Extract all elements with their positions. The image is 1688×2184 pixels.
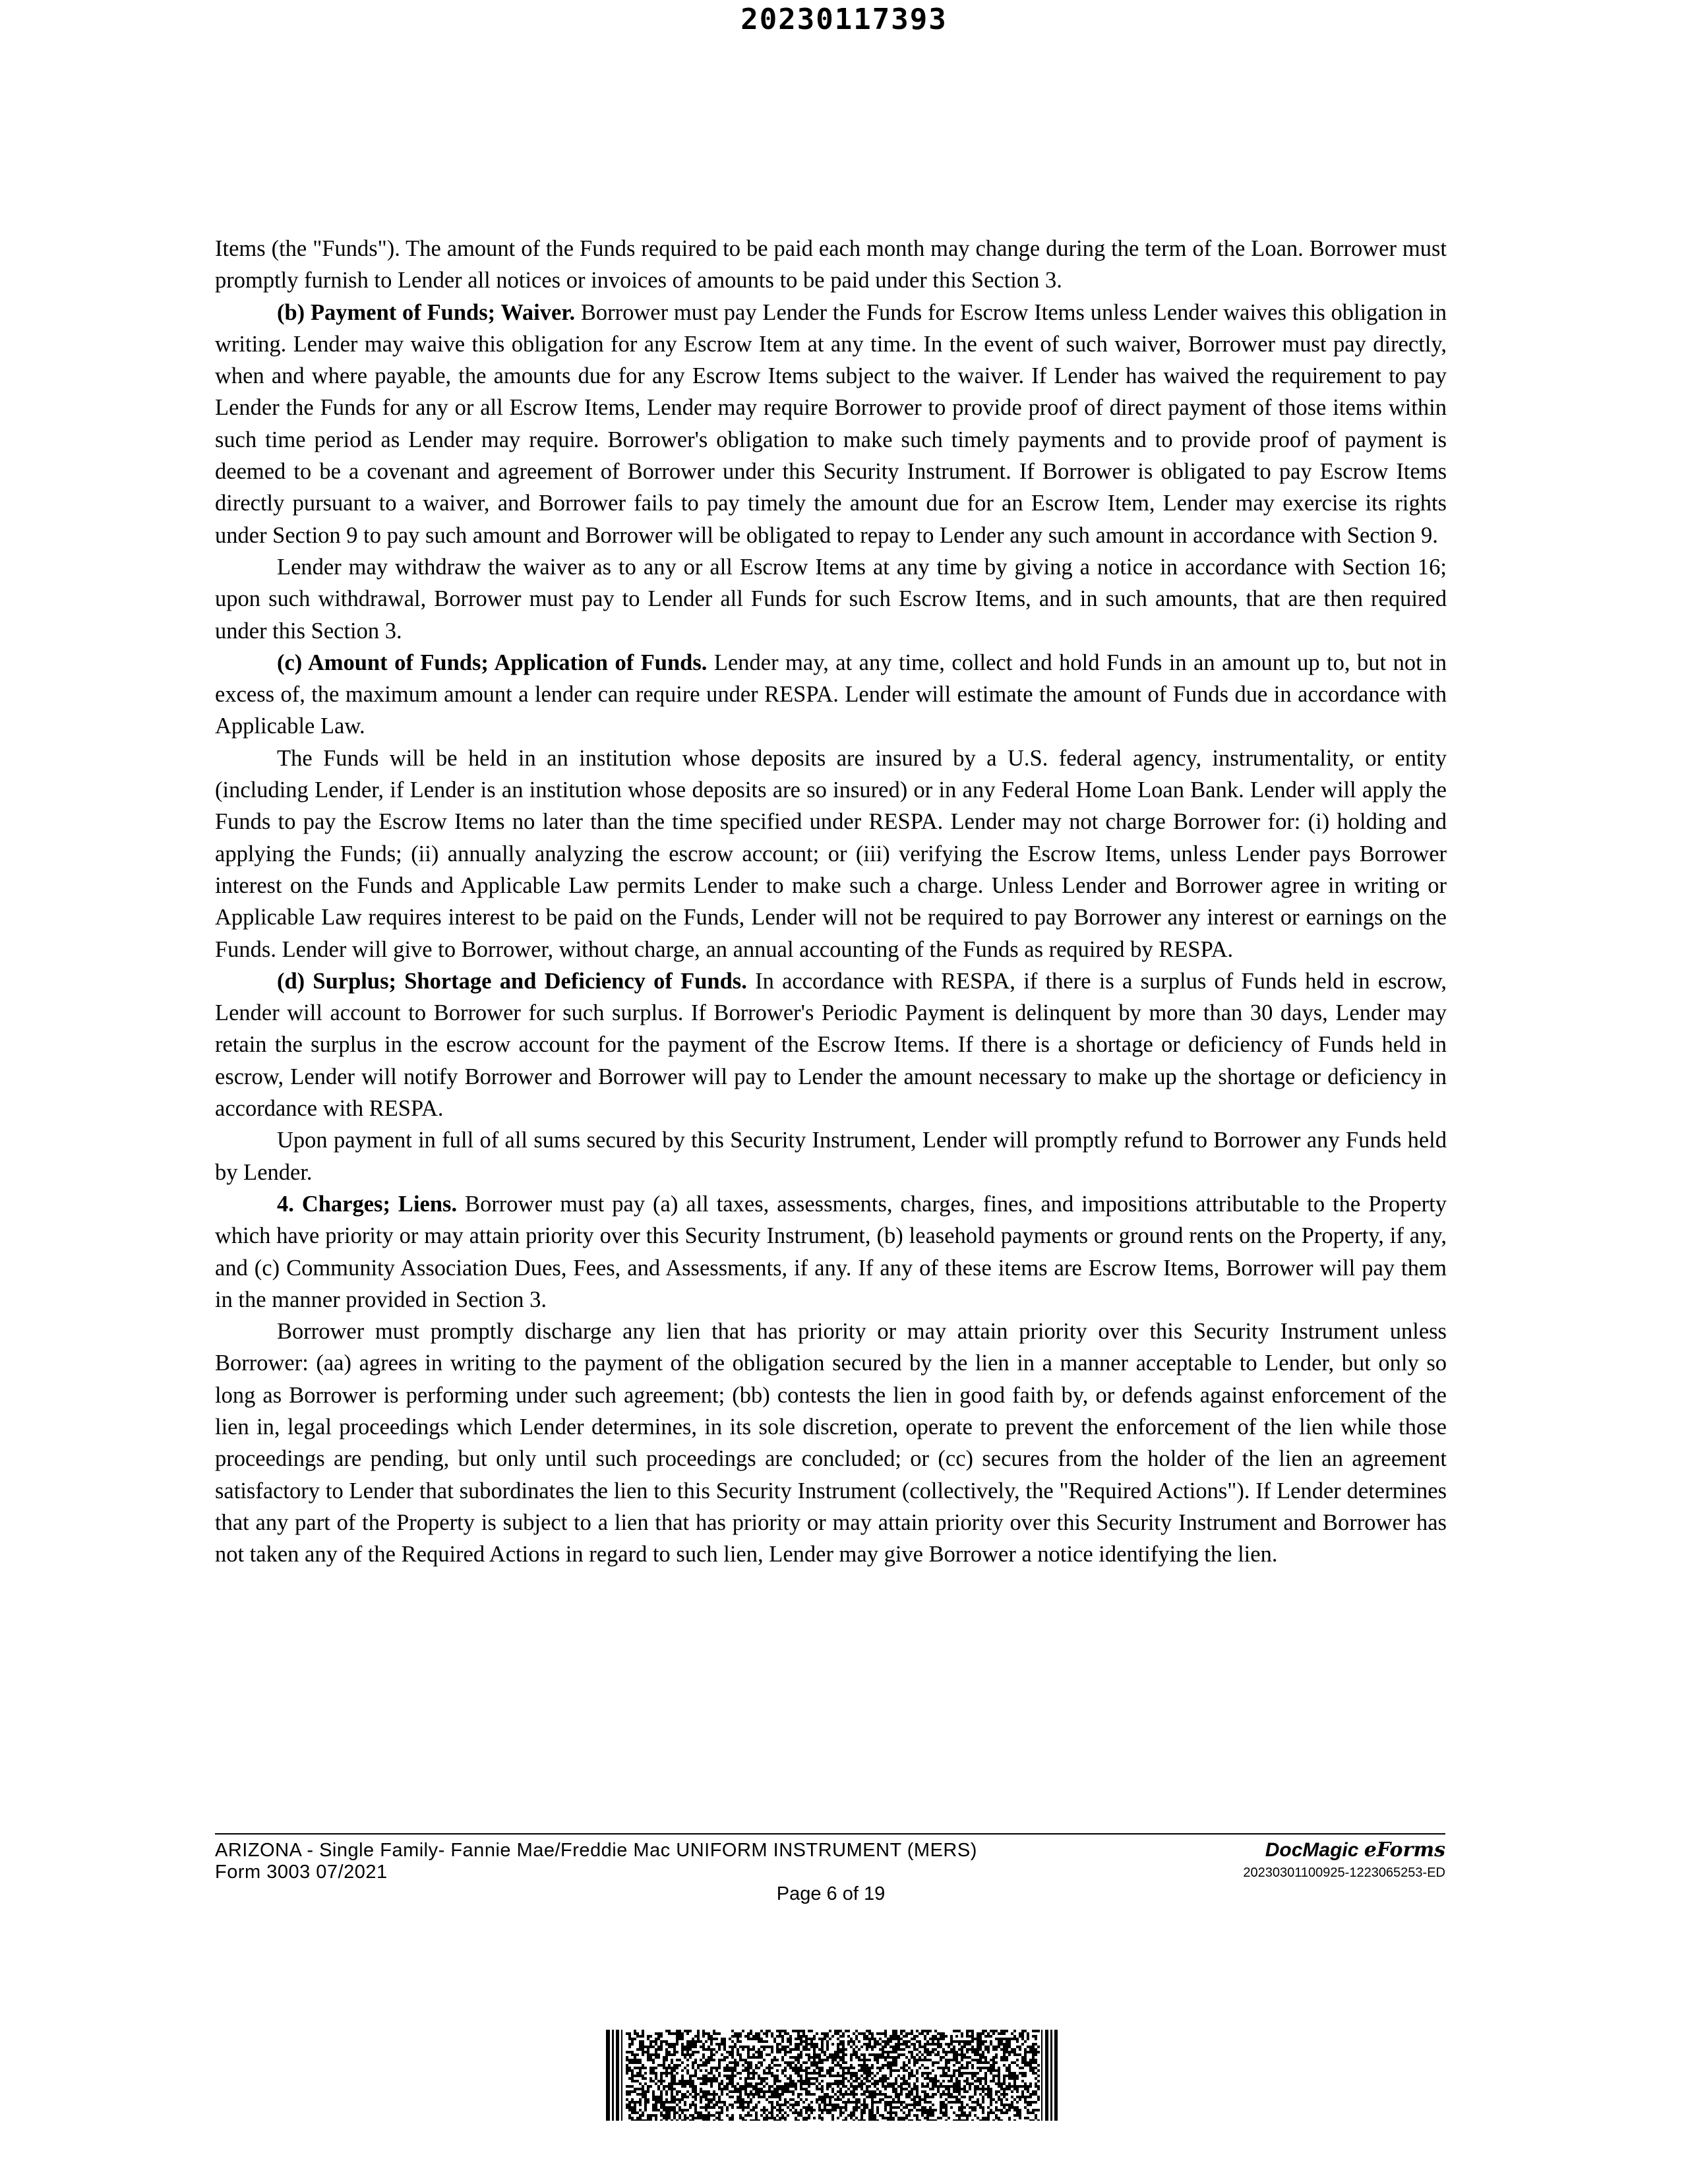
paragraph-refund — [215, 1124, 1447, 1188]
brand-eforms: eForms — [1364, 1838, 1445, 1862]
paragraph-surplus-shortage — [215, 965, 1447, 1124]
paragraph-text: Upon payment in full of all sums secured by this Security Instrument, Lender will promptly refund to Borrower any Funds held by Lender. — [215, 1128, 1447, 1185]
document-body — [215, 233, 1447, 1570]
paragraph-text: Lender may withdraw the waiver as to any or all Escrow Items at any time by giving a notice in accordance with Section 16; upon such withdrawal, Borrower must pay to Lender all Funds for such Escrow Items, and in such amounts, that are then required under this Section 3. — [215, 554, 1447, 644]
footer-form-number: Form 3003 07/2021 — [215, 1862, 388, 1883]
paragraph-withdraw-waiver — [215, 551, 1447, 647]
section-heading: (c) Amount of Funds; Application of Funds. — [277, 650, 708, 675]
footer-divider — [215, 1833, 1445, 1835]
footer-form-title: ARIZONA - Single Family- Fannie Mae/Freddie Mac UNIFORM INSTRUMENT (MERS) — [215, 1840, 977, 1861]
paragraph-text: The Funds will be held in an institution whose deposits are insured by a U.S. federal agency, instrumentality, or entity (including Lender, if Lender is an institution whose deposits are so insured) or in any Federal Home Loan Bank. Lender will apply the Funds to pay the Escrow Items no later than the time specified under RESPA. Lender may not charge Borrower for: (i) holding and applying the Funds; (ii) annually analyzing the escrow account; or (iii) verifying the Escrow Items, unless Lender pays Borrower interest on the Funds and Applicable Law permits Lender to make such a charge. Unless Lender and Borrower agree in writing or Applicable Law requires interest to be paid on the Funds, Lender will not be required to pay Borrower any interest or earnings on the Funds. Lender will give to Borrower, without charge, an annual accounting of the Funds as required by RESPA. — [215, 745, 1447, 962]
paragraph-funds-held — [215, 743, 1447, 965]
section-heading: (b) Payment of Funds; Waiver. — [277, 299, 576, 325]
section-heading: 4. Charges; Liens. — [277, 1191, 458, 1217]
paragraph-payment-of-funds — [215, 297, 1447, 551]
paragraph-text: Borrower must promptly discharge any lien that has priority or may attain priority over this Security Instrument unless Borrower: (aa) agrees in writing to the payment of the obligation secured by the lien in a manner acceptable to Lender, but only so long as Borrower is performing under such agreement; (bb) contests the lien in good faith by, or defends against enforcement of the lien in, legal proceedings which Lender determines, in its sole discretion, operate to prevent the enforcement of the lien while those proceedings are pending, but only until such proceedings are concluded; or (cc) secures from the holder of the lien an agreement satisfactory to Lender that subordinates the lien to this Security Instrument (collectively, the "Required Actions"). If Lender determines that any part of the Property is subject to a lien that has priority or may attain priority over this Security Instrument and Borrower has not taken any of the Required Actions in regard to such lien, Lender may give Borrower a notice identifying the lien. — [215, 1319, 1447, 1567]
paragraph-text: Lender may, at any time, collect and hold Funds in an amount up to, but not in excess of, the maximum amount a lender can require under RESPA. Lender will estimate the amount of Funds due in accordance with Applicable Law. — [215, 650, 1447, 739]
paragraph-text: Items (the "Funds"). The amount of the Funds required to be paid each month may change during the term of the Loan. Borrower must promptly furnish to Lender all notices or invoices of amounts to be paid under this Section 3. — [215, 236, 1447, 293]
brand-docmagic: DocMagic — [1265, 1839, 1359, 1861]
paragraph-text: Borrower must pay Lender the Funds for Escrow Items unless Lender waives this obligation in writing. Lender may waive this obligation for any Escrow Item at any time. In the event of such waiver, Borrower must pay directly, when and where payable, the amounts due for any Escrow Items subject to the waiver. If Lender has waived the requirement to pay Lender the Funds for any or all Escrow Items, Lender may require Borrower to provide proof of direct payment of those items within such time period as Lender may require. Borrower's obligation to make such timely payments and to provide proof of payment is deemed to be a covenant and agreement of Borrower under this Security Instrument. If Borrower is obligated to pay Escrow Items directly pursuant to a waiver, and Borrower fails to pay timely the amount due for an Escrow Item, Lender may exercise its rights under Section 9 to pay such amount and Borrower will be obligated to repay to Lender any such amount in accordance with Section 9. — [215, 299, 1447, 548]
page-number: Page 6 of 19 — [776, 1883, 886, 1904]
paragraph-text: In accordance with RESPA, if there is a surplus of Funds held in escrow, Lender will account to Borrower for such surplus. If Borrower's Periodic Payment is delinquent by more than 30 days, Lender may retain the surplus in the escrow account for the payment of the Escrow Items. If there is a shortage or deficiency of Funds held in escrow, Lender will notify Borrower and Borrower will pay to Lender the amount necessary to make up the shortage or deficiency in accordance with RESPA. — [215, 968, 1447, 1122]
paragraph-funds-continued — [215, 233, 1447, 297]
paragraph-text: Borrower must pay (a) all taxes, assessments, charges, fines, and impositions attributable to the Property which have priority or may attain priority over this Security Instrument, (b) leasehold payments or ground rents on the Property, if any, and (c) Community Association Dues, Fees, and Assessments, if any. If any of these items are Escrow Items, Borrower will pay them in the manner provided in Section 3. — [215, 1191, 1447, 1312]
docmagic-logo — [1265, 1840, 1445, 1861]
recording-number: 20230117393 — [740, 3, 948, 36]
section-heading: (d) Surplus; Shortage and Deficiency of Funds. — [277, 968, 747, 994]
barcode-image — [606, 2030, 1058, 2121]
paragraph-discharge-lien — [215, 1316, 1447, 1570]
paragraph-amount-of-funds — [215, 647, 1447, 743]
document-id: 20230301100925-1223065253-ED — [1243, 1866, 1445, 1880]
paragraph-charges-liens — [215, 1188, 1447, 1316]
